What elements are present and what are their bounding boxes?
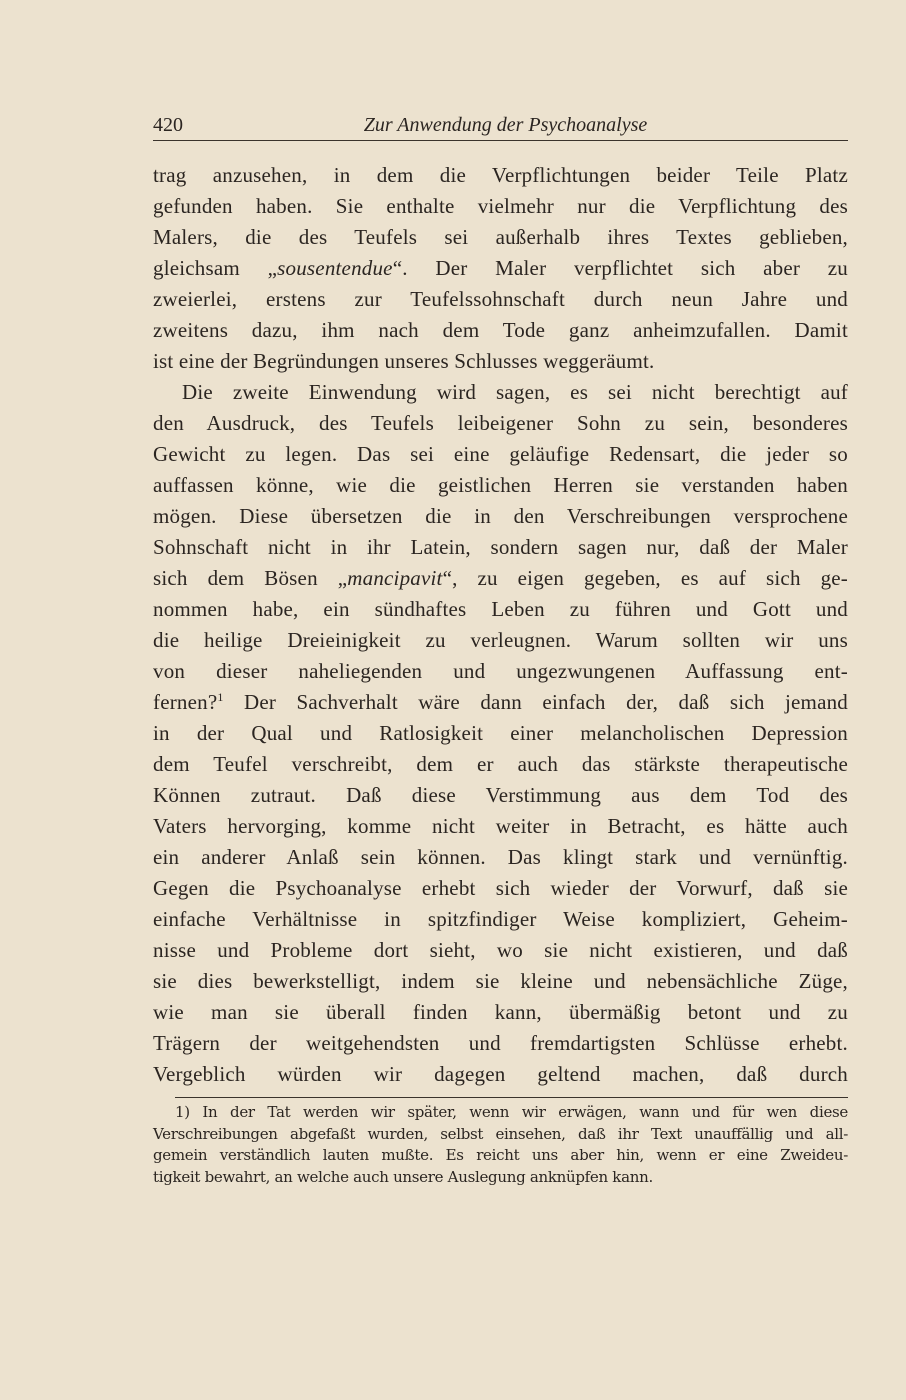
text-line xyxy=(153,625,848,656)
text-line xyxy=(153,532,848,563)
text-line xyxy=(153,935,848,966)
text-line xyxy=(153,315,848,346)
line-text: Der Sachverhalt wäre dann einfach der, daß sich jemand xyxy=(223,690,848,714)
text-line xyxy=(153,377,848,408)
line-text: Vergeblich würden wir dagegen geltend machen, daß durch xyxy=(153,1062,848,1086)
italic-phrase: sousentendue xyxy=(277,256,393,280)
text-line xyxy=(153,997,848,1028)
text-line xyxy=(153,346,848,377)
line-text: von dieser naheliegenden und ungezwungenen Auffassung ent- xyxy=(153,659,848,683)
running-title: Zur Anwendung der Psychoanalyse xyxy=(363,114,648,136)
line-text: ist eine der Begründungen unseres Schlusses weggeräumt. xyxy=(153,349,655,373)
text-line xyxy=(153,470,848,501)
text-line xyxy=(153,222,848,253)
footnote-marker: 1 xyxy=(217,690,224,704)
line-text: dem Teufel verschreibt, dem er auch das stärkste therapeutische xyxy=(153,752,848,776)
text-line xyxy=(153,284,848,315)
line-text: Gegen die Psychoanalyse erhebt sich wieder der Vorwurf, daß sie xyxy=(153,876,848,900)
line-text: nommen habe, ein sündhaftes Leben zu führen und Gott und xyxy=(153,597,848,621)
line-text: ein anderer Anlaß sein können. Das klingt stark und vernünftig. xyxy=(153,845,848,869)
line-text: zweitens dazu, ihm nach dem Tode ganz anheimzufallen. Damit xyxy=(153,318,848,342)
running-header xyxy=(153,114,848,141)
text-line xyxy=(153,718,848,749)
line-text: trag anzusehen, in dem die Verpflichtungen beider Teile Platz xyxy=(153,163,848,187)
body-text xyxy=(153,160,848,1090)
line-text: Malers, die des Teufels sei außerhalb ihres Textes geblieben, xyxy=(153,225,848,249)
text-line xyxy=(153,811,848,842)
footnote-line: Verschreibungen abgefaßt wurden, selbst einsehen, daß ihr Text unauffällig und all- xyxy=(153,1124,848,1143)
text-line xyxy=(153,563,848,594)
line-text: wie man sie überall finden kann, übermäßig betont und zu xyxy=(153,1000,848,1024)
line-text: den Ausdruck, des Teufels leibeigener Sohn zu sein, besonderes xyxy=(153,411,848,435)
text-line xyxy=(153,687,848,718)
page-number: 420 xyxy=(153,114,183,136)
text-line xyxy=(153,749,848,780)
line-text: nisse und Probleme dort sieht, wo sie nicht existieren, und daß xyxy=(153,938,848,962)
footnote-divider xyxy=(175,1097,848,1098)
line-text: fernen? xyxy=(153,690,218,714)
text-line xyxy=(153,1059,848,1090)
line-text: sie dies bewerkstelligt, indem sie kleine und nebensächliche Züge, xyxy=(153,969,848,993)
text-line xyxy=(153,904,848,935)
text-line xyxy=(153,408,848,439)
footnotes xyxy=(153,1102,848,1188)
line-text: gleichsam „ xyxy=(153,256,278,280)
text-line xyxy=(153,501,848,532)
text-line xyxy=(153,594,848,625)
italic-phrase: mancipavit xyxy=(347,566,443,590)
line-text: mögen. Diese übersetzen die in den Verschreibungen versprochene xyxy=(153,504,848,528)
line-text: Sohnschaft nicht in ihr Latein, sondern sagen nur, daß der Maler xyxy=(153,535,848,559)
footnote-line: tigkeit bewahrt, an welche auch unsere Auslegung anknüpfen kann. xyxy=(153,1167,653,1186)
line-text: sich dem Bösen „ xyxy=(153,566,348,590)
text-line xyxy=(153,842,848,873)
line-text: Gewicht zu legen. Das sei eine geläufige Redensart, die jeder so xyxy=(153,442,848,466)
text-line xyxy=(153,439,848,470)
line-text: einfache Verhältnisse in spitzfindiger Weise kompliziert, Geheim- xyxy=(153,907,848,931)
text-line xyxy=(153,656,848,687)
line-text: zweierlei, erstens zur Teufelssohnschaft durch neun Jahre und xyxy=(153,287,848,311)
line-text: in der Qual und Ratlosigkeit einer melancholischen Depression xyxy=(153,721,848,745)
line-text: Können zutraut. Daß diese Verstimmung aus dem Tod des xyxy=(153,783,848,807)
text-line xyxy=(153,1028,848,1059)
text-line xyxy=(153,780,848,811)
line-text: Vaters hervorging, komme nicht weiter in Betracht, es hätte auch xyxy=(153,814,848,838)
footnote-line: 1) In der Tat werden wir später, wenn wir erwägen, wann und für wen diese xyxy=(175,1103,848,1121)
text-line xyxy=(153,191,848,222)
text-line xyxy=(153,253,848,284)
line-text: “, zu eigen gegeben, es auf sich ge- xyxy=(442,566,848,590)
text-line xyxy=(153,160,848,191)
line-text: “. Der Maler verpflichtet sich aber zu xyxy=(392,256,848,280)
line-text: auffassen könne, wie die geistlichen Herren sie verstanden haben xyxy=(153,473,848,497)
line-text: Die zweite Einwendung wird sagen, es sei nicht berechtigt auf xyxy=(182,380,848,404)
text-line xyxy=(153,966,848,997)
line-text: gefunden haben. Sie enthalte vielmehr nur die Verpflichtung des xyxy=(153,194,848,218)
footnote-line: gemein verständlich lauten mußte. Es reicht uns aber hin, wenn er eine Zweideu- xyxy=(153,1146,848,1164)
line-text: Trägern der weitgehendsten und fremdartigsten Schlüsse erhebt. xyxy=(153,1031,848,1055)
line-text: die heilige Dreieinigkeit zu verleugnen. Warum sollten wir uns xyxy=(153,628,848,652)
text-line xyxy=(153,873,848,904)
